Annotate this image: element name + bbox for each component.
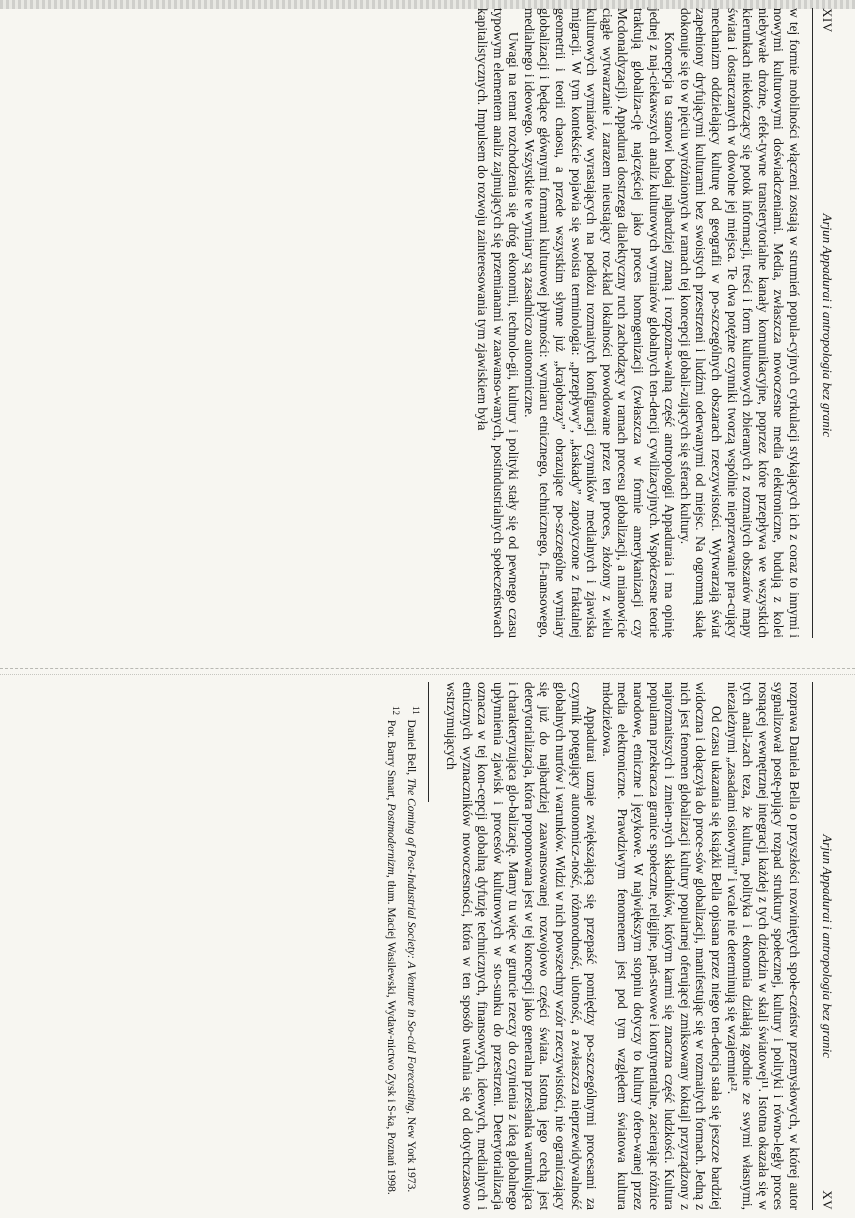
running-title: Arjun Appadurai i antropologia bez granic	[820, 213, 835, 438]
paragraph: rozprawa Daniela Bella o przyszłości rozwiniętych społe-czeństw przemysłowych, w której autor sygnalizował postę-pujący rozpad struktury społecznej, kultury i polityki i równo-legły proces rosnącej wewnętrznej integracji każdej z tych dziedzin w skali światowej¹¹. Istotna okazała się w tych anali-zach teza, że kultura, polityka i ekonomia działają zgodnie ze swymi własnymi, niezależnymi „zasadami osiowymi” i wcale nie determinują się wzajemnie¹².	[724, 682, 802, 1210]
page-number: XV	[820, 1190, 835, 1210]
page-number: XIV	[820, 8, 835, 33]
footnote	[404, 682, 422, 1210]
footnote-rest: , tłum. Maciej Wasilewski, Wydaw-nictwo Zysk i S-ka, Poznań 1998.	[385, 874, 398, 1195]
running-header	[812, 682, 835, 1210]
page-gutter-shadow	[0, 674, 855, 675]
footnote-title: The Coming of Post-Industrial Society: A Venture in So-cial Forecasting	[405, 778, 418, 1112]
footnote-author: Daniel Bell,	[405, 719, 418, 776]
paragraph: Od czasu ukazania się książki Bella opisana przez niego ten-dencja stała się jeszcze bardziej widoczna i dołączyła do proce-sów globalizacji, manifestując się w rozmaitych formach. Jedną z nich jest fenomen globalizacji kultury popularnej oferującej zmiksowany koktajl przyrządzony z najrozmaitszych i zmien-nych składników, którym karmi się znaczna część ludzkości. Kultura popularna przekracza granice społeczne, religijne, pań-stwowe i kontynentalne, zacierając różnice narodowe, etniczne i językowe. W największym stopniu dotyczy to kultury ofero-wanej przez media elektroniczne. Prawdziwym fenomenem jest pod tym względem światowa kultura młodzieżowa.	[599, 682, 725, 1210]
footnote-rule	[428, 682, 429, 802]
paragraph: Koncepcja ta stanowi bodaj najbardziej znaną i rozpozna-walną część antropologii Appaduraia i ma opinię jednej z naj-ciekawszych analiz kulturowych wymiarów globalnych ten-dencji cywilizacyjnych. Współczesne teorie traktują globaliza-cję najczęściej jako proces homogenizacji (zwłaszcza w formie amerykanizacji czy Mcdonaldyzacji). Appadurai dostrzega dialektyczny ruch zachodzący w ramach procesu globalizacji, a mianowicie ciągłe wytwarzanie i zarazem nieustający roz-kład lokalności powodowane przez ten proces, złożony z wielu kulturowych wymiarów wyrastających na podłożu rozmaitych konfiguracji czynników medialnych i zjawiska migracji. W tym kontekście pojawia się swoista terminologia: „przepływy”, „kaskady” zapożyczone z fraktalnej geometrii i teorii chaosu, a przede wszystkim słynne już „krajobrazy” obrazujące po-szczególne wymiary globalizacji i będące głównymi formami kulturowej płynności: wymiaru etnicznego, technicznego, fi-nansowego, medialnego i ideowego. Wszystkie te wymiary są zasadniczo autonomiczne.	[521, 8, 678, 638]
running-title: Arjun Appadurai i antropologia bez granic	[820, 834, 835, 1058]
footnote-mark: 11	[411, 706, 422, 715]
running-header	[812, 8, 835, 638]
footnote-title: Postmodernizm	[385, 803, 398, 875]
footnotes	[384, 682, 430, 1210]
page-xiv	[5, 8, 835, 638]
footnote-mark: 12	[390, 706, 401, 715]
paragraph: Appadurai uznaje zwiększającą się przepaść pomiędzy po-szczególnymi procesami za czynnik potęgujący autonomicz-ność, różnorodność, ulotność, a zwłaszcza nieprzewidywalność globalnych nurtów i warunków. Widzi w nich powszechny wzór rzeczywistości, nie ograniczający się już do najbardziej zaawansowanej rozwojowo części świata. Istotną jego cechą jest deterytorializacja, która proponowana jest w tej koncepcji jako generalna przesłanka warunkująca i charakteryzująca glo-balizację. Mamy tu więc w gruncie rzeczy do czynienia z ideą globalnego upłynnienia zjawisk i procesów kulturowych w sto-sunku do przestrzeni. Deterytorializacja oznacza w tej kon-cepcji globalną dyfuzję technicznych, finansowych, ideowych, medialnych i etnicznych wyznaczników nowoczesności, która w ten sposób uwalnia się od dotychczasowo wstrzymujących	[443, 682, 600, 1210]
page-xv	[5, 682, 835, 1210]
paragraph: w tej formie mobilności włączeni zostają w strumień popula-cyjnych cyrkulacji stykających ich z coraz to innymi i nowymi kulturowymi doświadczeniami. Media, zwłaszcza nowoczesne media elektroniczne, budują z kolei niebywałe drożne, efek-tywne transterytorialne kanały komunikacyjne, poprzez które przepływa we wszystkich kierunkach niekończący się potok informacji, treści i form kulturowych zbieranych z rozmaitych obszarów mapy świata i dostarczanych w dowolne jej miejsca. Te dwa potężne czynniki tworzą wspólnie nieprzerwanie pra-cujący mechanizm oddzielający kulturę od geografii w po-szczególnych obszarach rzeczywistości. Wytwarzają świat zapełniony dryfującymi kulturami bez swoistych przestrzeni i ludźmi oderwanymi od miejsc. Na ogromną skalę dokonuje się to w pięciu wyróżnionych w ramach tej koncepcji globali-zujących się sferach kultury.	[677, 8, 802, 638]
page-body	[475, 8, 802, 638]
page-gutter	[0, 668, 855, 669]
footnote-author: Por. Barry Smart,	[385, 719, 398, 801]
paragraph: Uwagi na temat rozchodzenia się dróg ekonomii, technolo-gii, kultury i polityki stały się od pewnego czasu typowym elementem analiz zajmujących się przemianami w zaawanso-wanych, postindustrialnych społeczeństwach kapitalistycznych. Impulsem do rozwoju zainteresowania tym zjawiskiem była	[475, 8, 522, 638]
footnote	[384, 682, 402, 1210]
page-body	[443, 682, 802, 1210]
footnote-rest: , New York 1973.	[405, 1111, 418, 1193]
